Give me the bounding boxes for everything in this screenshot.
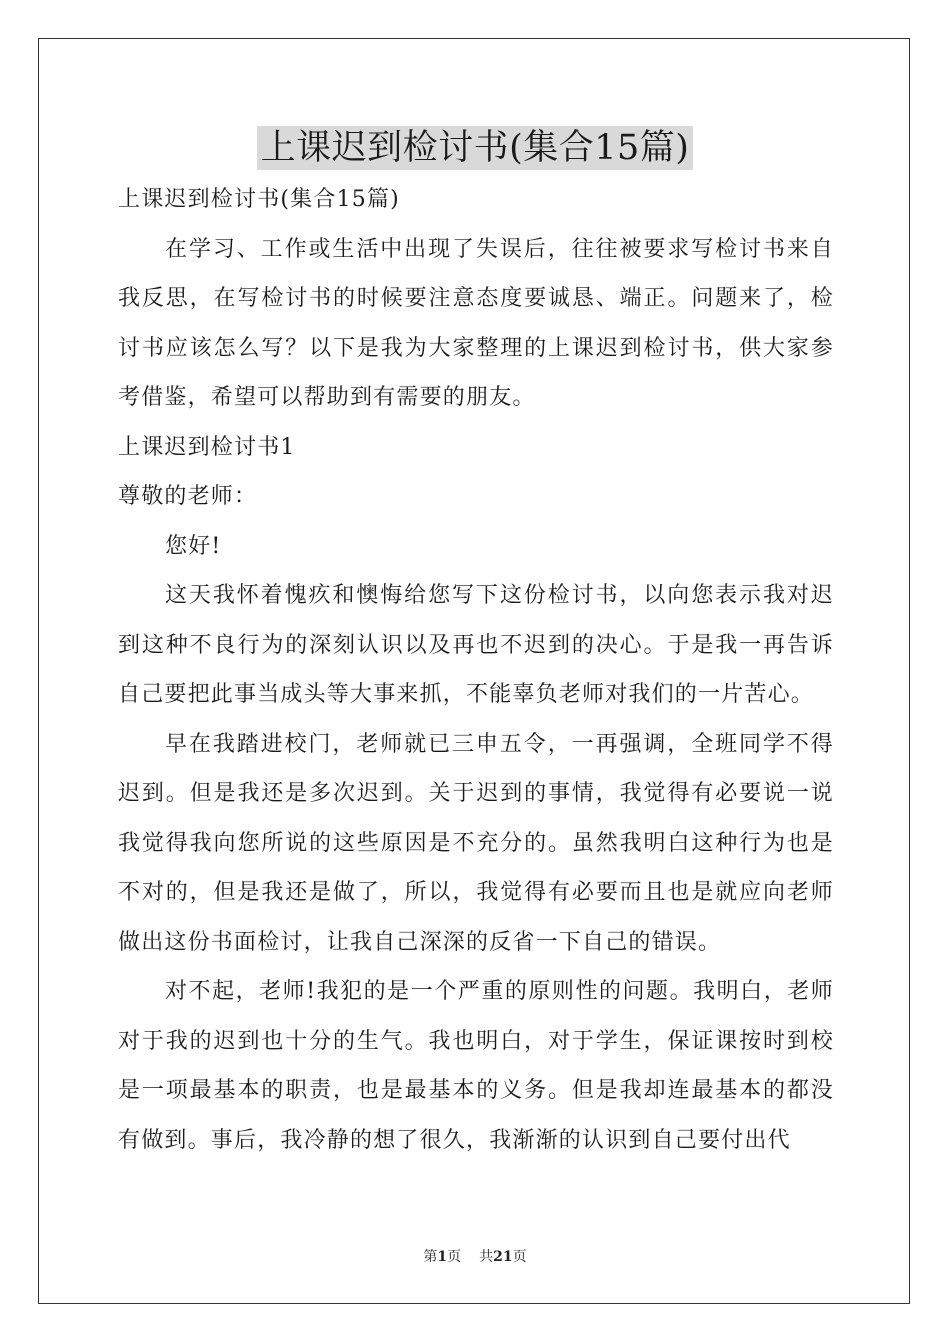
title-container — [0, 126, 950, 170]
total-suffix: 页 — [512, 1249, 527, 1265]
paragraph: 上课迟到检讨书(集合15篇) — [118, 187, 400, 212]
paragraph: 对不起，老师!我犯的是一个严重的原则性的问题。我明白，老师对于我的迟到也十分的生气。我也明白，对于学生，保证课按时到校是一项最基本的职责，也是最基本的义务。但是我却连最基本的都没有做到。事后，我冷静的想了很久，我渐渐的认识到自己要付出代 — [118, 979, 834, 1153]
document-body — [118, 175, 834, 1165]
paragraph: 在学习、工作或生活中出现了失误后，往往被要求写检讨书来自我反思，在写检讨书的时候要注意态度要诚恳、端正。问题来了，检讨书应该怎么写？以下是我为大家整理的上课迟到检讨书，供大家参考借鉴，希望可以帮助到有需要的朋友。 — [118, 236, 834, 410]
page-number: 1 — [437, 1249, 448, 1265]
greeting: 您好! — [165, 533, 222, 559]
paragraph: 早在我踏进校门，老师就已三申五令，一再强调，全班同学不得迟到。但是我还是多次迟到。关于迟到的事情，我觉得有必要说一说我觉得我向您所说的这些原因是不充分的。虽然我明白这种行为也是不对的，但是我还是做了，所以，我觉得有必要而且也是就应向老师做出这份书面检讨，让我自己深深的反省一下自己的错误。 — [118, 731, 834, 955]
page-suffix: 页 — [447, 1249, 462, 1265]
document-title: 上课迟到检讨书(集合15篇) — [257, 126, 694, 170]
page-footer — [0, 1246, 950, 1266]
total-prefix: 共 — [479, 1249, 494, 1265]
total-pages: 21 — [493, 1249, 513, 1265]
salutation: 尊敬的老师： — [118, 484, 258, 509]
paragraph: 这天我怀着愧疚和懊悔给您写下这份检讨书，以向您表示我对迟到这种不良行为的深刻认识以及再也不迟到的决心。于是我一再告诉自己要把此事当成头等大事来抓，不能辜负老师对我们的一片苦心。 — [118, 583, 834, 707]
section-heading: 上课迟到检讨书1 — [118, 434, 296, 460]
page-prefix: 第 — [423, 1249, 438, 1265]
